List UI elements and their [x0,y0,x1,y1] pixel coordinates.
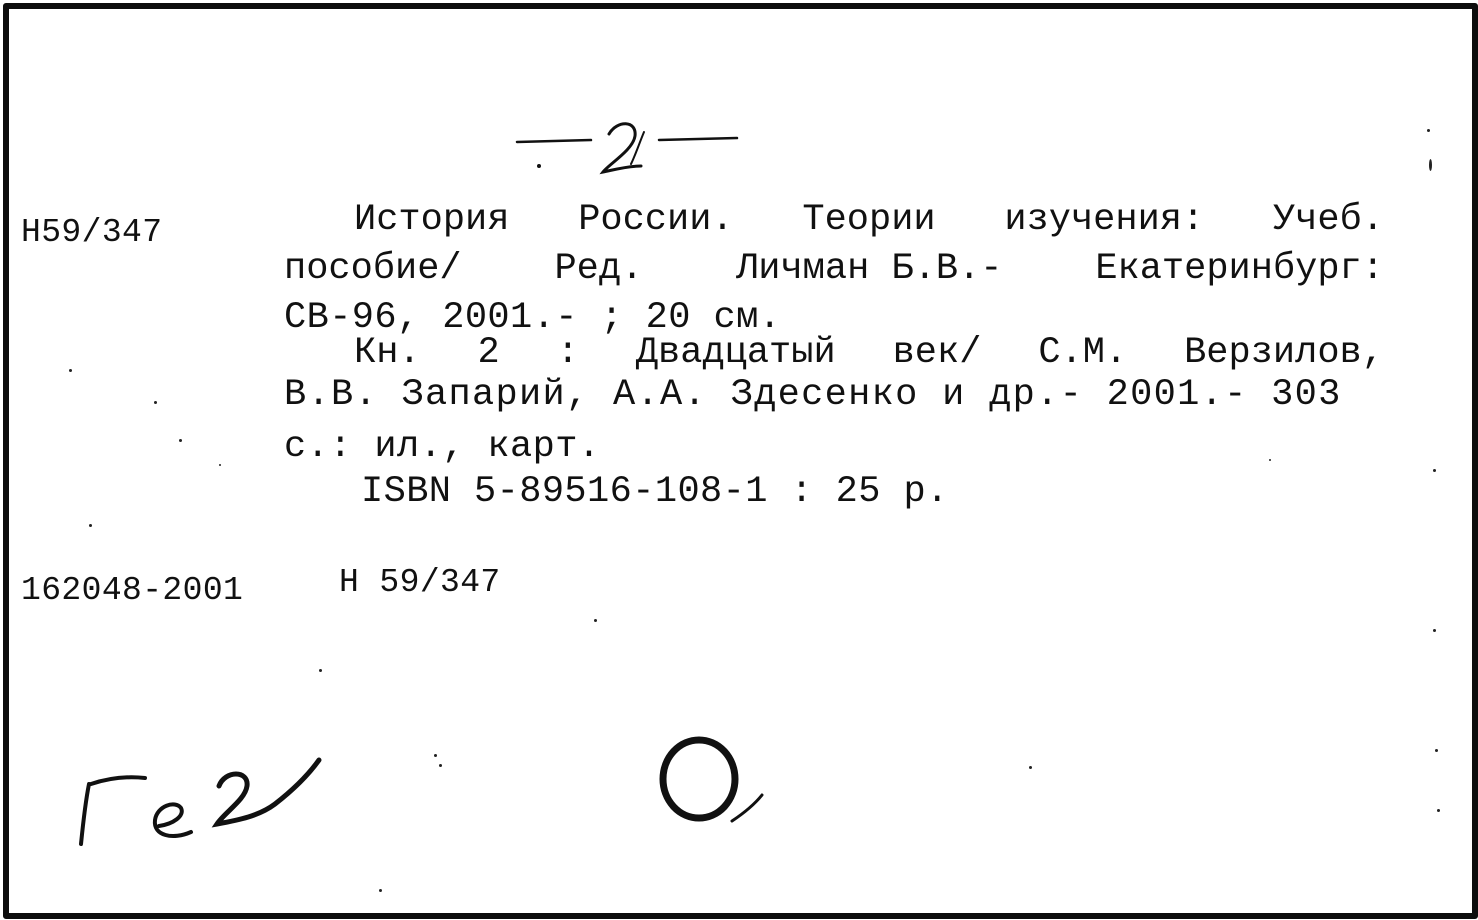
speck [1029,766,1032,769]
speck [179,439,182,442]
entry-word: пособие/ [284,248,462,290]
accession-number: 162048-2001 [21,572,244,609]
call-number-bottom: Н 59/347 [339,564,501,601]
entry-word: Кн. [354,332,421,374]
stamp-mark-icon [654,729,784,839]
entry-word: Верзилов, [1184,332,1384,374]
entry-word: : [556,332,579,374]
entry-line-1 [284,198,1384,242]
speck [1435,749,1438,752]
entry-word: История [354,199,510,241]
speck [1429,159,1432,171]
entry-line-4 [284,331,1384,375]
entry-word: Личман Б.В.- [736,248,1003,290]
speck [1433,469,1436,472]
speck [154,401,157,404]
page-number-mark [509,114,749,189]
handwritten-note [69,744,339,864]
entry-word: Теории [802,199,936,241]
speck [69,369,72,372]
entry-line-3: СВ-96, 2001.- ; 20 см. [284,297,782,339]
speck [1269,459,1271,461]
catalog-card [3,3,1478,919]
entry-word: Ред. [554,248,644,290]
speck [89,524,92,527]
entry-line-6: с.: ил., карт. [284,426,601,468]
isbn-line: ISBN 5-89516-108-1 : 25 р. [361,471,949,513]
entry-word: Учеб. [1272,199,1384,241]
entry-word: изучения: [1004,199,1205,241]
entry-word: России. [578,199,734,241]
speck [1433,629,1436,632]
speck [439,764,442,767]
entry-word: С.М. [1038,332,1128,374]
speck [1427,129,1430,132]
call-number-top: Н59/347 [21,214,163,251]
speck [219,464,221,466]
entry-word: 2 [477,332,500,374]
speck [434,754,437,757]
speck [594,619,597,622]
entry-word: век/ [892,332,982,374]
speck [1437,809,1440,812]
entry-word: Двадцатый [635,332,836,374]
entry-line-2 [284,247,1384,291]
entry-word: Екатеринбург: [1095,248,1384,290]
speck [319,669,322,672]
entry-line-5: В.В. Запарий, А.А. Здесенко и др.- 2001.- 303 [284,374,1342,416]
speck [379,889,382,892]
